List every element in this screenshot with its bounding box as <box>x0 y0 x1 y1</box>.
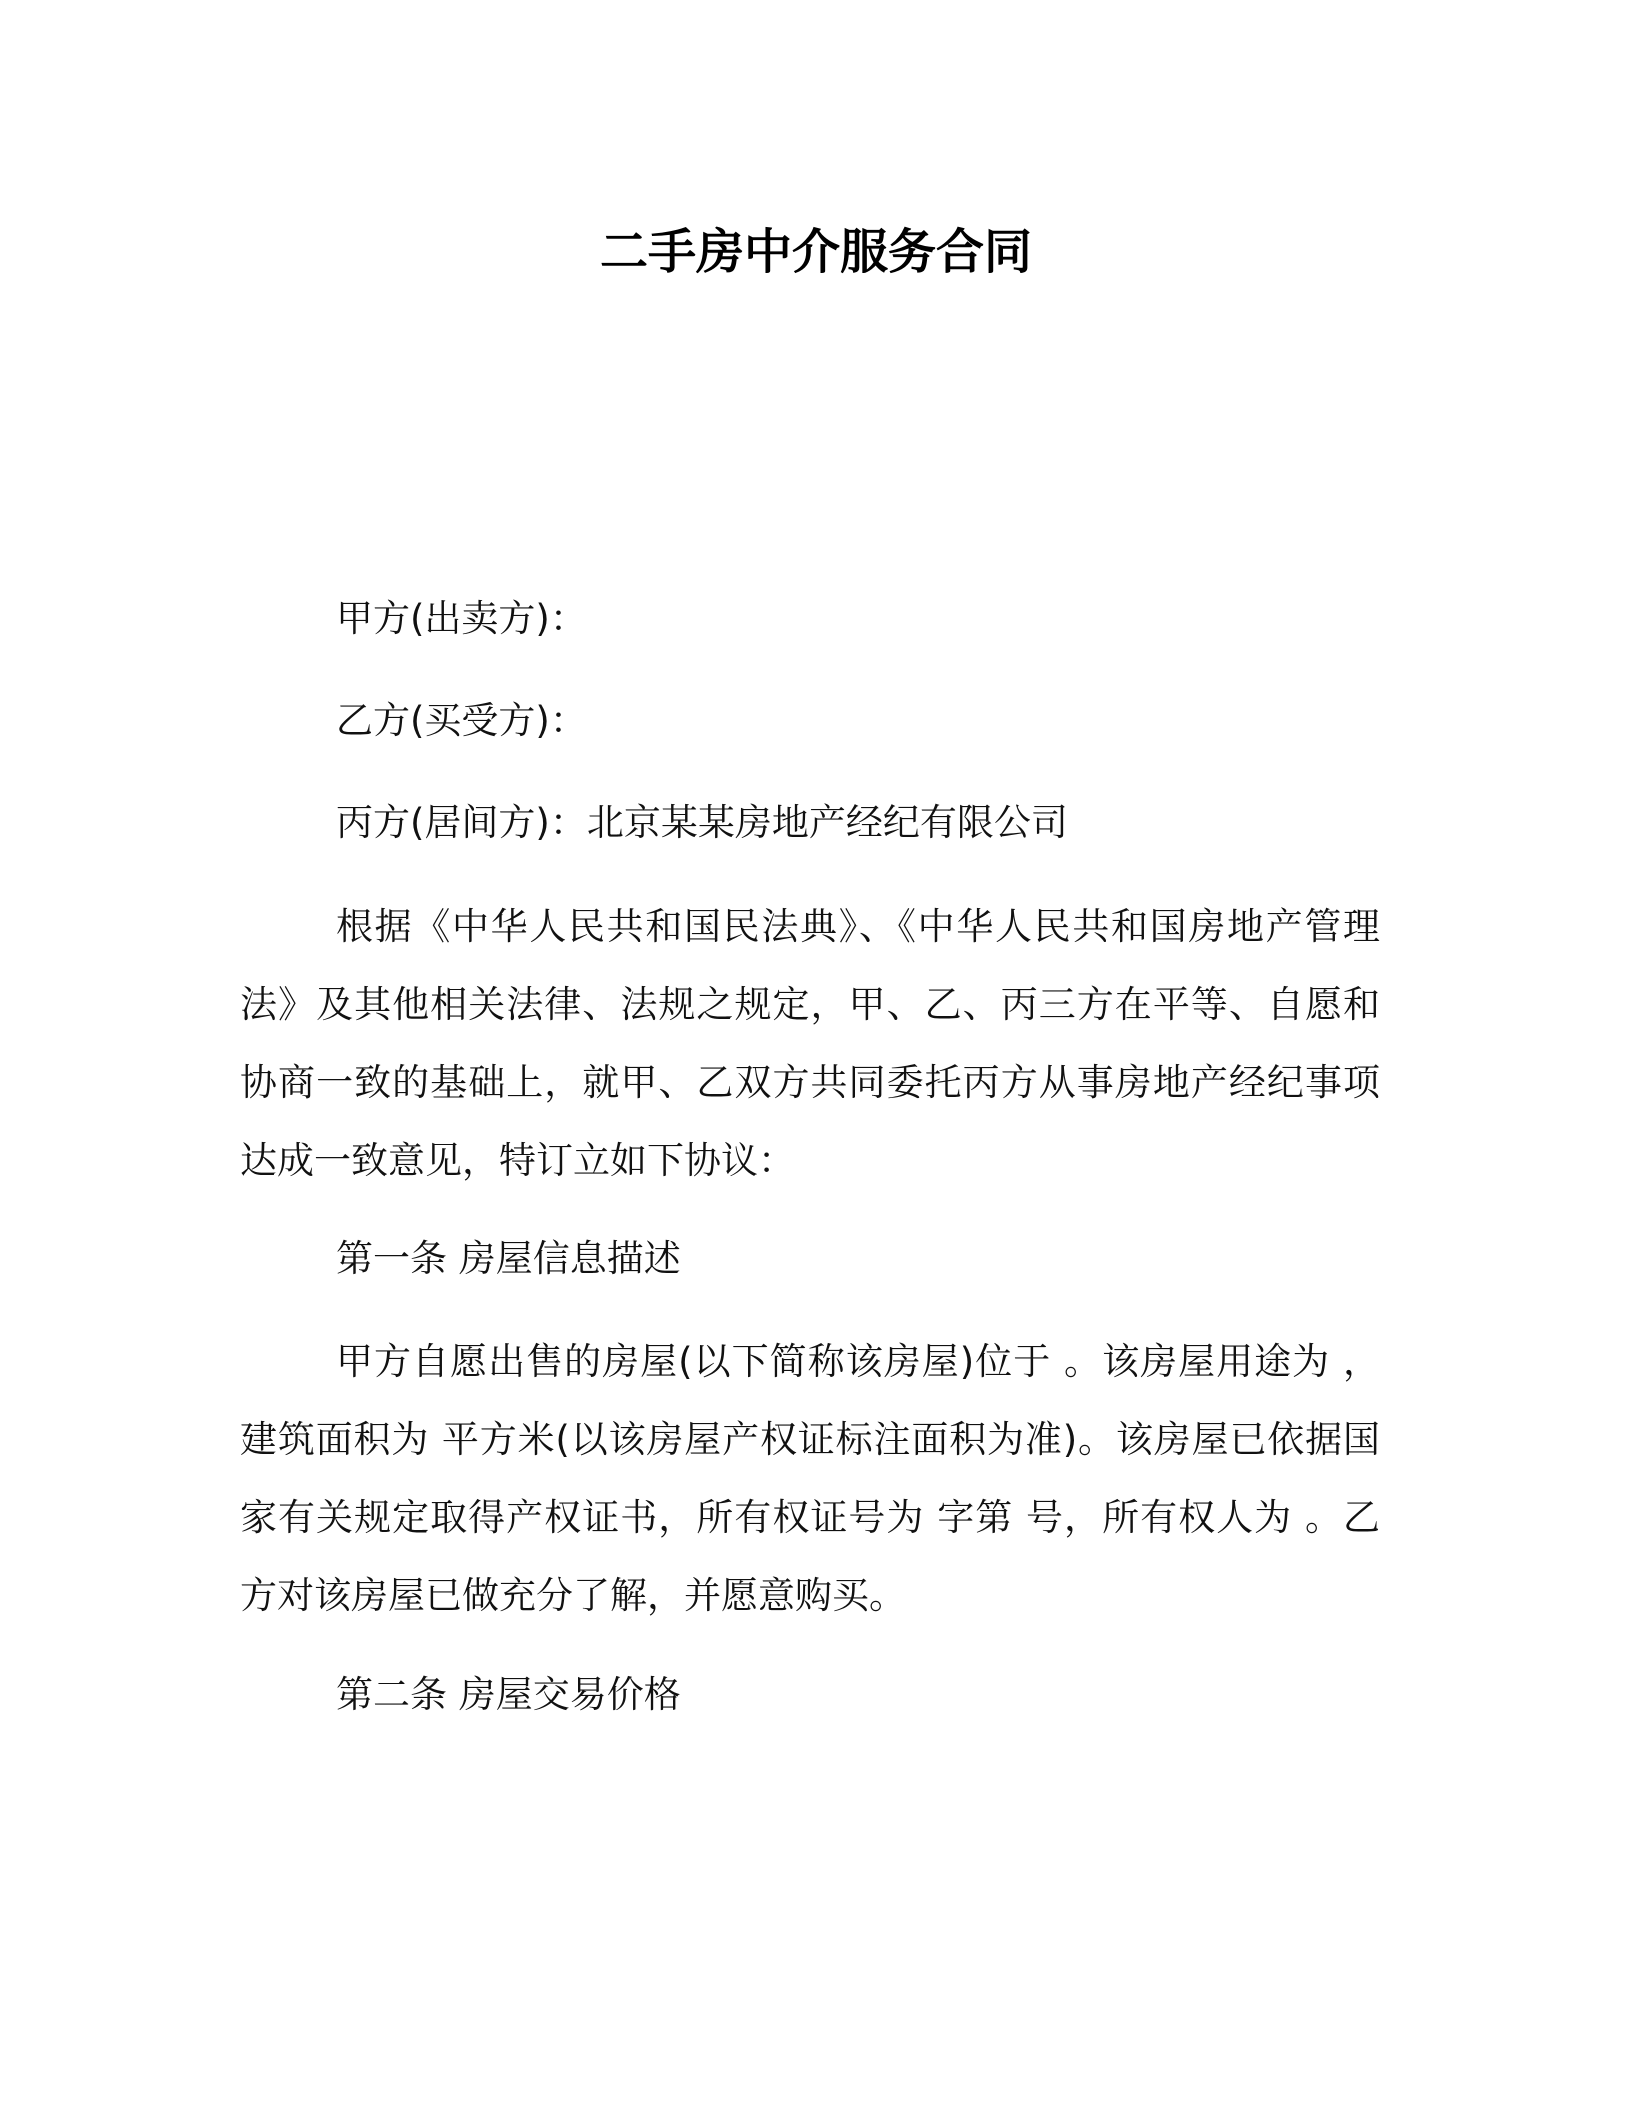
article-1-body: 甲方自愿出售的房屋(以下简称该房屋)位于 。该房屋用途为 ，建筑面积为 平方米(以该房屋产权证标注面积为准)。该房屋已依据国家有关规定取得产权证书，所有权证号为 字第 号，所有权人为 。乙方对该房屋已做充分了解，并愿意购买。 <box>240 1340 1380 1617</box>
document-title: 二手房中介服务合同 <box>599 224 1032 280</box>
article-2-heading: 第二条 房屋交易价格 <box>336 1673 681 1716</box>
party-c-line: 丙方(居间方)：北京某某房地产经纪有限公司 <box>336 801 1068 844</box>
party-a-line: 甲方(出卖方)： <box>336 597 587 640</box>
article-1-heading: 第一条 房屋信息描述 <box>336 1237 681 1280</box>
preamble-paragraph: 根据《中华人民共和国民法典》、《中华人民共和国房地产管理法》及其他相关法律、法规之规定，甲、乙、丙三方在平等、自愿和协商一致的基础上，就甲、乙双方共同委托丙方从事房地产经纪事项达成一致意见，特订立如下协议： <box>240 905 1380 1182</box>
party-b-line: 乙方(买受方)： <box>336 699 587 742</box>
